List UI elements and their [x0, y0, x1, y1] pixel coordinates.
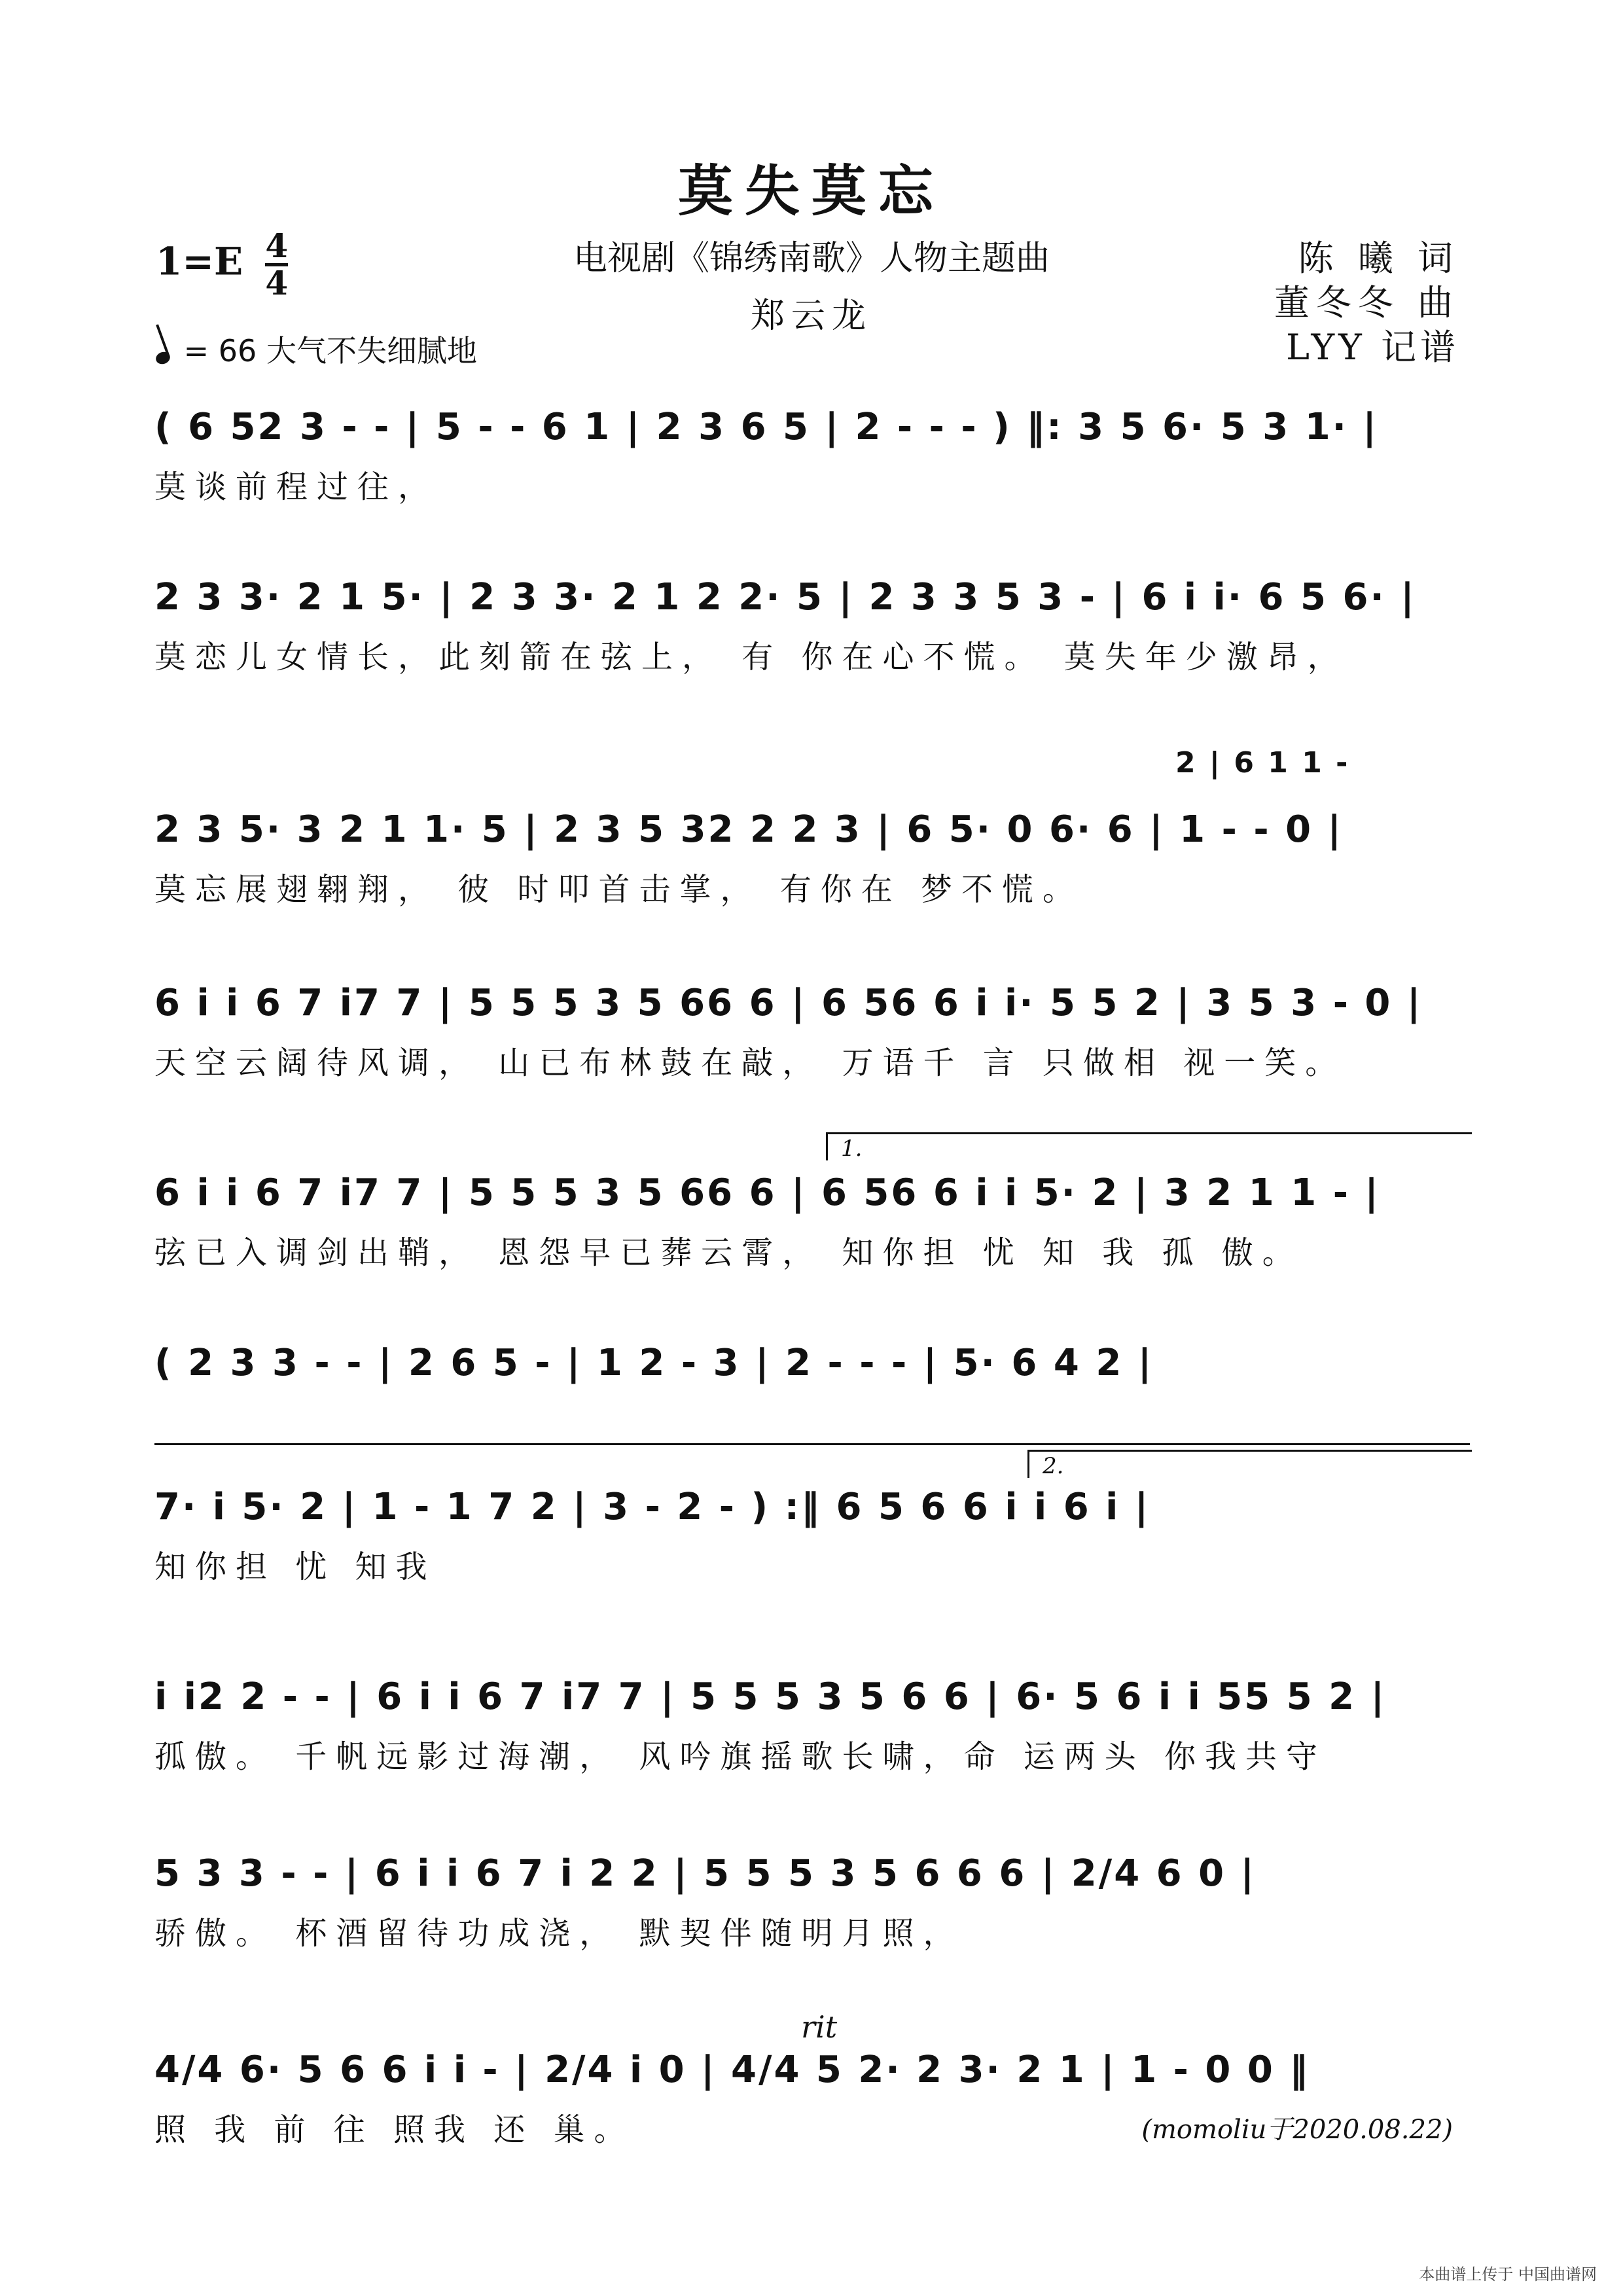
music-line-7 — [154, 1486, 1470, 1590]
music-line-5 — [154, 1172, 1470, 1276]
key-text: 1=E — [156, 239, 243, 284]
music-line-4 — [154, 982, 1470, 1086]
subtitle: 电视剧《锦绣南歌》人物主题曲 — [573, 239, 1050, 278]
notation: ( 6 52 3 - - | 5 - - 6 1 | 2 3 6 5 | 2 - - - ) ‖: 3 5 6· 5 3 1· | — [154, 406, 1378, 448]
lyrics: 孤傲。 千帆远影过海潮， 风吟旗摇歌长啸，命 运两头 你我共守 — [154, 1738, 1327, 1775]
notation: 6 i i 6 7 i7 7 | 5 5 5 3 5 66 6 | 6 56 6 i i· 5 5 2 | 3 5 3 - 0 | — [154, 982, 1423, 1024]
music-line-1 — [154, 406, 1470, 511]
lyrics: 骄傲。 杯酒留待功成浇， 默契伴随明月照， — [154, 1915, 964, 1952]
volta-1-bracket — [826, 1132, 1472, 1160]
tempo-text: = 66 大气不失细腻地 — [183, 333, 477, 368]
notation: 5 3 3 - - | 6 i i 6 7 i 2 2 | 5 5 5 3 5 6 6 6 | 2/4 6 0 | — [154, 1852, 1257, 1895]
lyrics: 知你担 忧 知我 — [154, 1549, 437, 1585]
notation: i i2 2 - - | 6 i i 6 7 i7 7 | 5 5 5 3 5 6 6 | 6· 5 6 i i 55 5 2 | — [154, 1676, 1387, 1718]
transcriber-credit: LYY 记谱 — [1286, 327, 1459, 368]
music-line-8 — [154, 1676, 1470, 1780]
lyrics: 莫恋儿女情长，此刻箭在弦上， 有 你在心不慌。 莫失年少激昂， — [154, 639, 1348, 675]
alt-ending-notation: 2 | 6 1 1 - — [1175, 746, 1350, 780]
notation: 6 i i 6 7 i7 7 | 5 5 5 3 5 66 6 | 6 56 6 i i 5· 2 | 3 2 1 1 - | — [154, 1172, 1380, 1214]
section-bracket-line — [154, 1443, 1470, 1445]
lyricist-credit: 陈 曦 词 — [1298, 238, 1459, 279]
upload-footer: 本曲谱上传于 中国曲谱网 — [1419, 2265, 1597, 2284]
music-line-3 — [154, 746, 1470, 908]
lyrics: 莫忘展翅翱翔， 彼 时叩首击掌， 有你在 梦不慌。 — [154, 871, 1084, 908]
volta-2-bracket — [1027, 1450, 1472, 1478]
notation: ( 2 3 3 - - | 2 6 5 - | 1 2 - 3 | 2 - - - | 5· 6 4 2 | — [154, 1342, 1154, 1384]
music-line-9 — [154, 1852, 1470, 1957]
transcriber-signature: (momoliu于2020.08.22) — [1141, 2115, 1453, 2145]
time-bottom: 4 — [265, 264, 289, 302]
composer-credit: 董冬冬 曲 — [1274, 282, 1459, 323]
volta-2-label: 2. — [1043, 1453, 1064, 1479]
lyrics: 天空云阔待风调， 山已布林鼓在敲， 万语千 言 只做相 视一笑。 — [154, 1045, 1346, 1081]
time-top: 4 — [265, 226, 289, 265]
tempo-marking — [156, 327, 477, 370]
lyrics: 照 我 前 往 照我 还 巢。 — [154, 2111, 635, 2148]
music-line-2 — [154, 576, 1470, 681]
rit-marking: rit — [801, 2009, 838, 2045]
lyrics: 莫谈前程过往， — [154, 469, 439, 505]
notation: 4/4 6· 5 6 6 i i - | 2/4 i 0 | 4/4 5 2· 2 3· 2 1 | 1 - 0 0 ‖ — [154, 2049, 1310, 2091]
lyrics: 弦已入调剑出鞘， 恩怨早已葬云霄， 知你担 忧 知 我 孤 傲。 — [154, 1234, 1303, 1271]
notation: 7· i 5· 2 | 1 - 1 7 2 | 3 - 2 - ) :‖ 6 5 6 6 i i 6 i | — [154, 1486, 1150, 1528]
volta-1-label: 1. — [841, 1136, 863, 1162]
notation: 2 3 5· 3 2 1 1· 5 | 2 3 5 32 2 2 3 | 6 5· 0 6· 6 | 1 - - 0 | — [154, 808, 1343, 851]
song-title: 莫失莫忘 — [677, 158, 945, 223]
music-line-6 — [154, 1342, 1470, 1401]
quarter-note-icon — [154, 350, 172, 366]
notation: 2 3 3· 2 1 5· | 2 3 3· 2 1 2 2· 5 | 2 3 3 5 3 - | 6 i i· 6 5 6· | — [154, 576, 1416, 619]
singer: 郑云龙 — [750, 296, 872, 336]
